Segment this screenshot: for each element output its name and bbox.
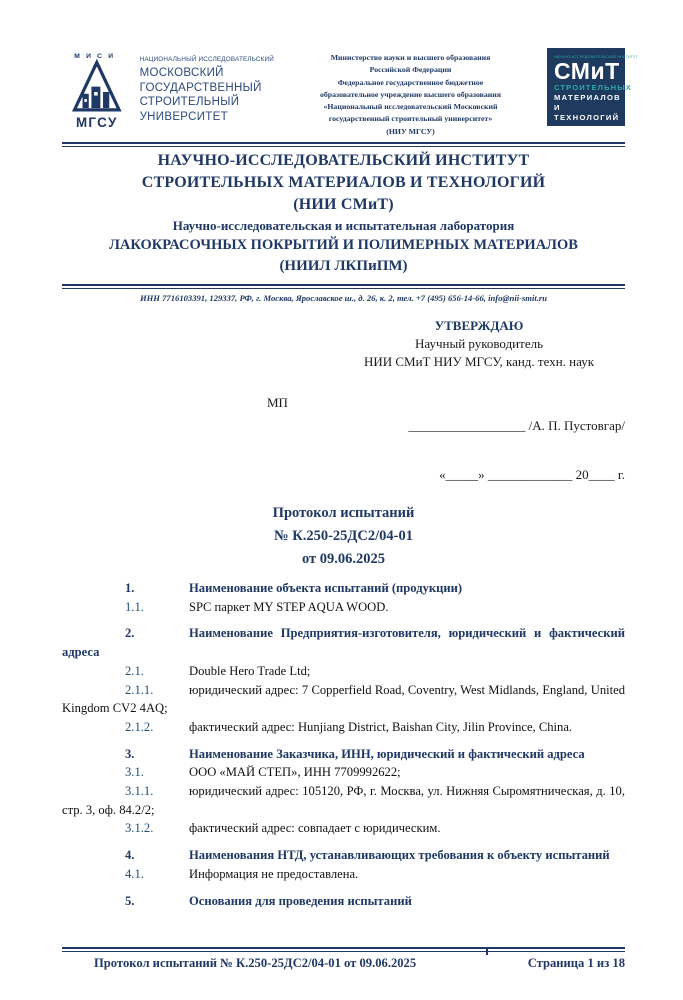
institute-line: НАУЧНО-ИССЛЕДОВАТЕЛЬСКИЙ ИНСТИТУТ bbox=[157, 152, 530, 169]
mgsu-name-line: МОСКОВСКИЙ bbox=[139, 67, 224, 79]
institute-line: СТРОИТЕЛЬНЫХ МАТЕРИАЛОВ И ТЕХНОЛОГИЙ bbox=[141, 174, 546, 191]
section-number: 2.1. bbox=[125, 663, 144, 678]
ministry-block bbox=[283, 44, 539, 138]
section-number: 3.1. bbox=[125, 765, 144, 780]
section-heading bbox=[62, 624, 625, 661]
ministry-line: образовательное учреждение высшего образования bbox=[320, 89, 501, 99]
section-text: Наименования НТД, устанавливающих требования к объекту испытаний bbox=[189, 848, 610, 863]
section-number: 4.1. bbox=[125, 866, 144, 881]
footer-rule-tick bbox=[486, 947, 488, 955]
smit-logo-line: МАТЕРИАЛОВ bbox=[554, 93, 621, 102]
section-text: Наименование Предприятия-изготовителя, юридический и фактический адреса bbox=[62, 626, 625, 660]
smit-logo-line: СТРОИТЕЛЬНЫХ bbox=[554, 83, 632, 92]
ministry-line: Российской Федерации bbox=[369, 65, 452, 75]
section-item bbox=[62, 865, 625, 884]
section-number: 2.1.1. bbox=[125, 682, 154, 697]
section-text: юридический адрес: 7 Copperfield Road, Coventry, West Midlands, England, United Kingdom CV2 4AQ; bbox=[62, 682, 625, 716]
stamp-placeholder: МП bbox=[267, 395, 288, 410]
smit-logo-microtext: НАУЧНО-ИССЛЕДОВАТЕЛЬСКИЙ ИНСТИТУТ bbox=[554, 55, 638, 59]
section-number: 3.1.1. bbox=[125, 784, 154, 799]
page-footer bbox=[62, 947, 625, 971]
section-item bbox=[62, 681, 625, 718]
approval-org: НИИ СМиТ НИУ МГСУ, канд. техн. наук bbox=[363, 354, 595, 369]
section-text: SPC паркет MY STEP AQUA WOOD. bbox=[189, 599, 389, 614]
ministry-line: «Национальный исследовательский Московский bbox=[323, 102, 498, 112]
laboratory-line: ЛАКОКРАСОЧНЫХ ПОКРЫТИЙ И ПОЛИМЕРНЫХ МАТЕРИАЛОВ bbox=[109, 237, 578, 253]
section-number: 2. bbox=[125, 626, 135, 641]
mgsu-university-name bbox=[140, 44, 274, 140]
section-heading bbox=[62, 846, 625, 865]
sections bbox=[62, 579, 625, 910]
section-text: Double Hero Trade Ltd; bbox=[189, 663, 311, 678]
section-heading bbox=[62, 745, 625, 764]
section-item bbox=[62, 718, 625, 737]
laboratory-line: Научно-исследовательская и испытательная лаборатория bbox=[172, 218, 515, 233]
section-number: 1.1. bbox=[125, 599, 144, 614]
mgsu-name-small: НАЦИОНАЛЬНЫЙ ИССЛЕДОВАТЕЛЬСКИЙ bbox=[139, 56, 274, 63]
smit-logo bbox=[547, 48, 638, 126]
mgsu-name-line: УНИВЕРСИТЕТ bbox=[139, 110, 228, 123]
section-item bbox=[62, 662, 625, 681]
protocol-date: от 09.06.2025 bbox=[301, 551, 386, 567]
smit-logo-line: И ТЕХНОЛОГИЙ bbox=[554, 103, 620, 122]
ministry-line: Федеральное государственное бюджетное bbox=[337, 77, 484, 87]
title-rule bbox=[62, 284, 625, 289]
section-item bbox=[62, 598, 625, 617]
section-text: фактический адрес: совпадает с юридическим. bbox=[189, 821, 441, 836]
approval-title: УТВЕРЖДАЮ bbox=[434, 318, 524, 333]
section-text: Основания для проведения испытаний bbox=[189, 893, 412, 908]
section-number: 2.1.2. bbox=[125, 719, 154, 734]
smit-logo-title: СМиТ bbox=[554, 58, 620, 84]
signature-line: __________________ /А. П. Пустовгар/ bbox=[408, 418, 625, 433]
mgsu-abbr: МГСУ bbox=[75, 114, 118, 130]
contact-info-line: ИНН 7716103391, 129337, РФ, г. Москва, Ярославское ш., д. 26, к. 2, тел. +7 (495) 656-14-66, info@nii-smit.ru bbox=[139, 293, 548, 303]
section-number: 4. bbox=[125, 848, 135, 863]
section-text: Наименование Заказчика, ИНН, юридический и фактический адреса bbox=[189, 746, 585, 761]
section-text: юридический адрес: 105120, РФ, г. Москва, ул. Нижняя Сыромятническая, д. 10, стр. 3, оф. 84.2/2; bbox=[62, 784, 625, 817]
laboratory-line: (НИИЛ ЛКПиПМ) bbox=[279, 258, 408, 274]
section-number: 1. bbox=[125, 581, 135, 595]
header-rule bbox=[62, 142, 625, 147]
footer-page-number: Страница 1 из 18 bbox=[527, 956, 625, 970]
mgsu-letters: МИСИ bbox=[74, 53, 120, 61]
ministry-line: государственный строительный университет» bbox=[328, 114, 493, 124]
section-item bbox=[62, 782, 625, 819]
mgsu-pyramid-icon bbox=[62, 44, 132, 140]
section-item bbox=[62, 763, 625, 782]
document-header bbox=[62, 44, 638, 142]
protocol-number: № К.250-25ДС2/04-01 bbox=[274, 528, 413, 544]
section-heading bbox=[62, 892, 625, 911]
section-text: ООО «МАЙ СТЕП», ИНН 7709992622; bbox=[189, 765, 401, 780]
footer-rule bbox=[62, 947, 625, 952]
section-text: Наименование объекта испытаний (продукции) bbox=[189, 581, 463, 595]
institute-line: (НИИ СМиТ) bbox=[293, 196, 394, 213]
approval-block bbox=[333, 317, 625, 371]
mgsu-name-line: СТРОИТЕЛЬНЫЙ bbox=[139, 96, 240, 108]
section-text: Информация не предоставлена. bbox=[189, 866, 359, 881]
section-number: 3. bbox=[125, 746, 135, 761]
ministry-line: (НИУ МГСУ) bbox=[386, 126, 435, 136]
section-number: 3.1.2. bbox=[125, 821, 154, 836]
section-text: фактический адрес: Hunjiang District, Baishan City, Jilin Province, China. bbox=[189, 719, 573, 734]
date-blank-line: «_____» _____________ 20____ г. bbox=[439, 467, 625, 482]
protocol-title bbox=[62, 502, 625, 571]
mgsu-logo bbox=[62, 44, 274, 140]
ministry-line: Министерство науки и высшего образования bbox=[330, 53, 491, 62]
institute-title-block bbox=[62, 150, 625, 277]
protocol-title-line: Протокол испытаний bbox=[272, 505, 415, 521]
section-number: 5. bbox=[125, 893, 135, 908]
footer-protocol-ref: Протокол испытаний № К.250-25ДС2/04-01 от 09.06.2025 bbox=[94, 956, 417, 970]
section-item bbox=[62, 819, 625, 838]
section-heading bbox=[62, 579, 625, 598]
mgsu-name-line: ГОСУДАРСТВЕННЫЙ bbox=[139, 81, 262, 94]
approval-position: Научный руководитель bbox=[414, 336, 544, 351]
